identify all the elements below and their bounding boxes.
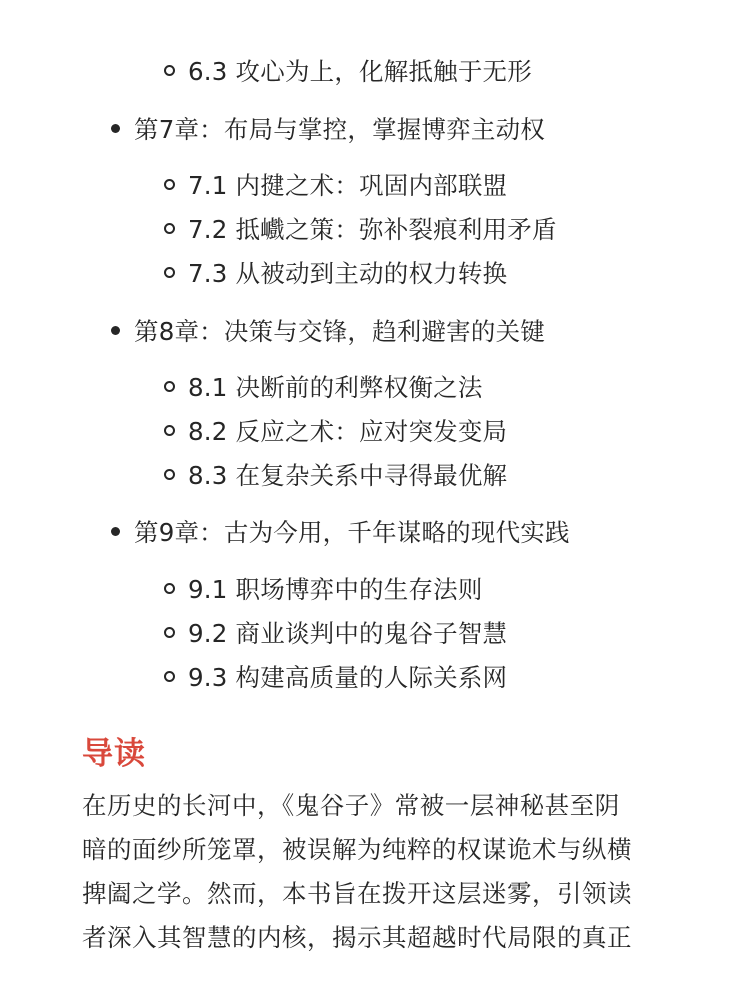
toc-chapter-label: 第9章：古为今用，千年谋略的现代实践: [134, 517, 570, 547]
toc-section-label: 8.2 反应之术：应对突发变局: [188, 416, 508, 446]
intro-paragraph-line: 者深入其智慧的内核，揭示其超越时代局限的真正: [82, 923, 632, 952]
hollow-circle-bullet-icon: [164, 223, 175, 234]
intro-paragraph: [82, 784, 672, 960]
intro-paragraph-line: 捭阖之学。然而，本书旨在拨开这层迷雾，引领读: [82, 879, 632, 908]
toc-section-label: 7.1 内揵之术：巩固内部联盟: [188, 170, 508, 200]
hollow-circle-bullet-icon: [164, 179, 175, 190]
hollow-circle-bullet-icon: [164, 469, 175, 480]
hollow-circle-bullet-icon: [164, 627, 175, 638]
toc-chapter-label: 第7章：布局与掌控，掌握博弈主动权: [134, 114, 545, 144]
toc-section-label: 9.2 商业谈判中的鬼谷子智慧: [188, 618, 508, 648]
toc-section-label: 8.1 决断前的利弊权衡之法: [188, 372, 483, 402]
hollow-circle-bullet-icon: [164, 381, 175, 392]
hollow-circle-bullet-icon: [164, 425, 175, 436]
toc-section-label: 7.3 从被动到主动的权力转换: [188, 258, 508, 288]
toc-section-label: 9.3 构建高质量的人际关系网: [188, 662, 508, 692]
intro-paragraph-line: 在历史的长河中，《鬼谷子》常被一层神秘甚至阴: [82, 791, 620, 820]
intro-paragraph-line: 暗的面纱所笼罩，被误解为纯粹的权谋诡术与纵横: [82, 835, 632, 864]
intro-heading: 导读: [82, 736, 146, 772]
filled-disc-bullet-icon: [111, 124, 120, 133]
toc-chapter-label: 第8章：决策与交锋，趋利避害的关键: [134, 316, 545, 346]
hollow-circle-bullet-icon: [164, 671, 175, 682]
hollow-circle-bullet-icon: [164, 583, 175, 594]
filled-disc-bullet-icon: [111, 527, 120, 536]
hollow-circle-bullet-icon: [164, 267, 175, 278]
hollow-circle-bullet-icon: [164, 65, 175, 76]
filled-disc-bullet-icon: [111, 326, 120, 335]
toc-section-label: 7.2 抵巇之策：弥补裂痕利用矛盾: [188, 214, 557, 244]
toc-section-label: 9.1 职场博弈中的生存法则: [188, 574, 483, 604]
toc-section-label: 8.3 在复杂关系中寻得最优解: [188, 460, 508, 490]
toc-section-label: 6.3 攻心为上，化解抵触于无形: [188, 56, 532, 86]
